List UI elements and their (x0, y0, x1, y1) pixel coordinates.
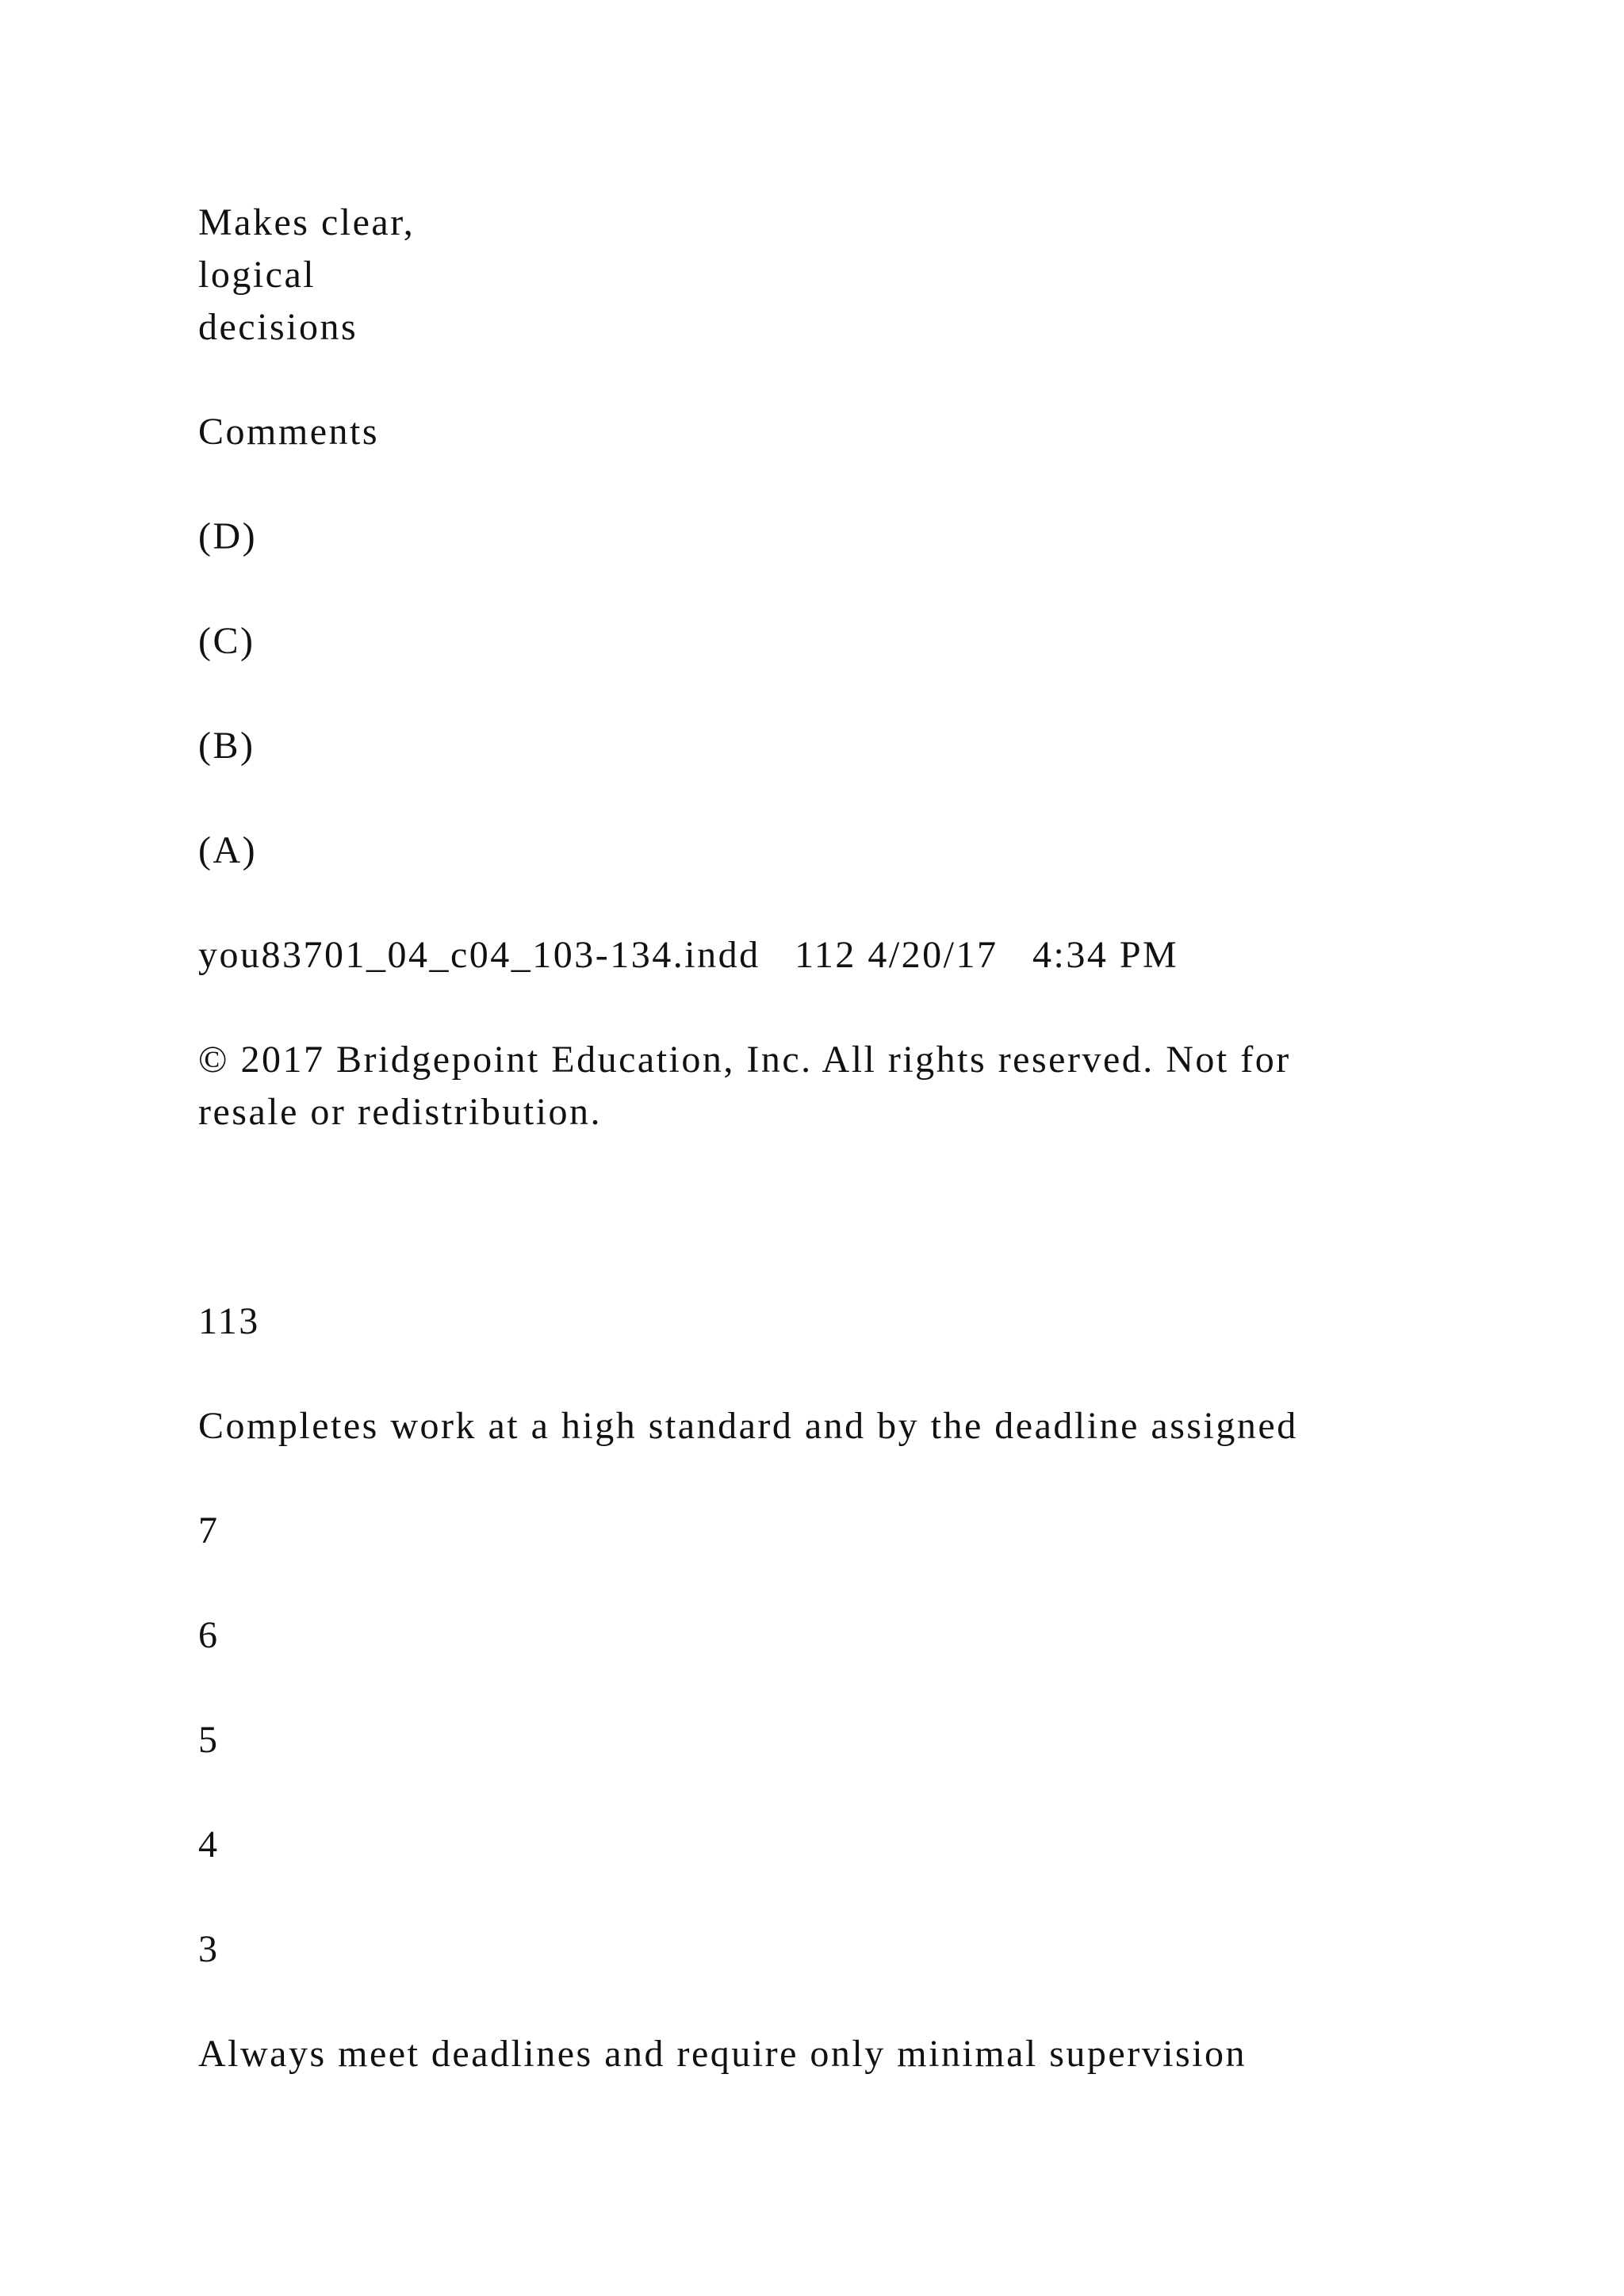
page-number: 113 (198, 1300, 260, 1342)
rating-4: 4 (198, 1823, 220, 1866)
option-b: (B) (198, 725, 255, 767)
rating-5: 5 (198, 1719, 220, 1761)
criterion-label-line-3: decisions (198, 306, 358, 348)
option-a: (A) (198, 829, 258, 871)
criterion-label-line-1: Makes clear, (198, 201, 416, 243)
rating-6: 6 (198, 1614, 220, 1656)
rating-7: 7 (198, 1510, 220, 1552)
file-slug-line: you83701_04_c04_103-134.indd 112 4/20/17 4:34 PM (198, 934, 1179, 976)
option-d: (D) (198, 515, 258, 557)
criterion-label-line-2: logical (198, 254, 316, 296)
criterion-heading: Completes work at a high standard and by the deadline assigned (198, 1405, 1298, 1447)
rating-description: Always meet deadlines and require only minimal supervision (198, 2033, 1247, 2075)
copyright-line-2: resale or redistribution. (198, 1091, 603, 1133)
rating-3: 3 (198, 1928, 220, 1970)
comments-heading: Comments (198, 411, 380, 453)
option-c: (C) (198, 620, 255, 662)
copyright-line-1: © 2017 Bridgepoint Education, Inc. All rights reserved. Not for (198, 1039, 1291, 1081)
